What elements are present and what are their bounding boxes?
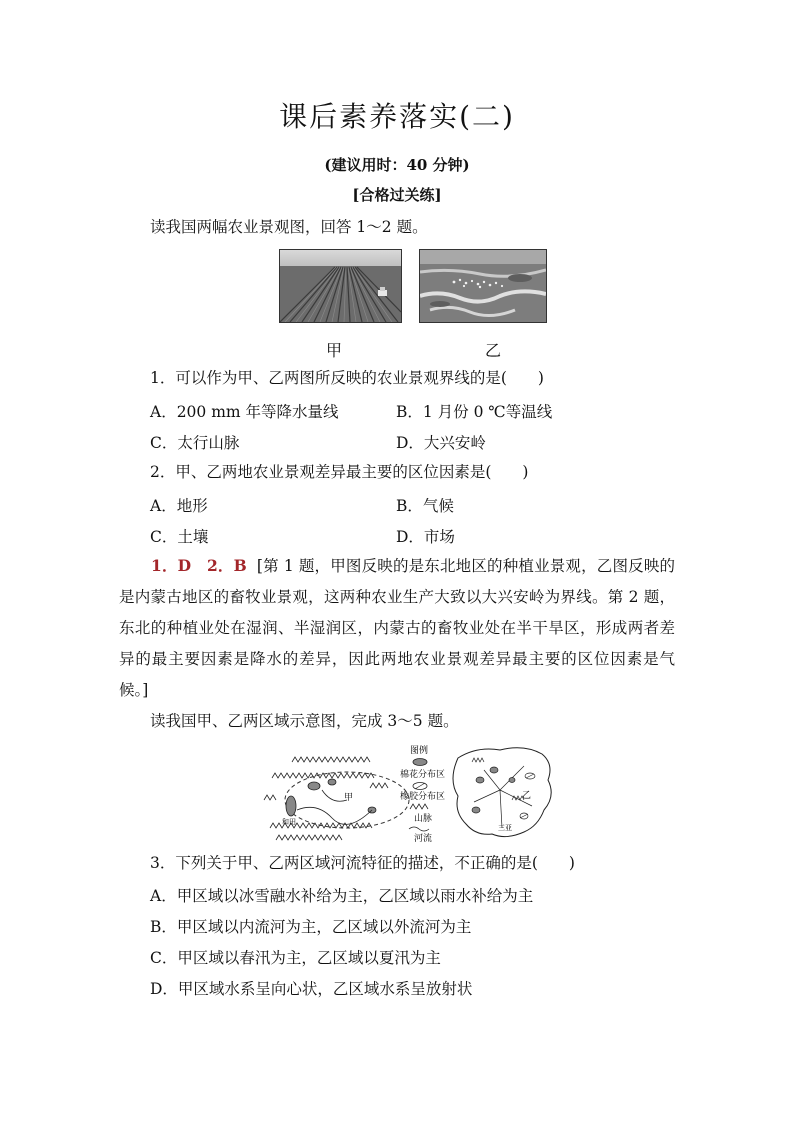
map-label-hetian: 和田	[282, 818, 296, 826]
map-label-yi: 乙	[522, 791, 532, 801]
q2-option-b: B．气候	[396, 497, 454, 515]
q2-option-a: A．地形	[150, 497, 208, 515]
legend-mountain: 山脉	[414, 814, 433, 824]
answer-key: 1．D 2．B	[151, 556, 247, 575]
caption-jia: 甲	[326, 341, 343, 360]
q2-option-c: C．土壤	[150, 528, 209, 546]
map-legend	[400, 744, 445, 844]
farmland-photo	[279, 249, 402, 323]
intro-q1-2: 读我国两幅农业景观图，回答 1～2 题。	[150, 218, 428, 236]
region-map	[262, 740, 562, 844]
legend-rubber: 橡胶分布区	[400, 792, 446, 802]
q1-option-c: C．太行山脉	[150, 434, 240, 452]
question-3: 3．下列关于甲、乙两区域河流特征的描述，不正确的是( )	[150, 854, 575, 872]
explanation-text: [第 1 题，甲图反映的是东北地区的种植业景观，乙图反映的是内蒙古地区的畜牧业景观，这两种农业生产大致以大兴安岭为界线。第 2 题，东北的种植业处在湿润、半湿润区，内蒙古的畜牧业处在半干旱区，形成两者差异的最主要因素是降水的差异，因此两地农业景观差异最主要的区位因素是气候。]	[119, 557, 675, 699]
map-label-jia: 甲	[344, 793, 354, 803]
mountain-ring-jia	[264, 757, 388, 840]
answer-explanation-1-2	[119, 550, 675, 706]
legend-title: 图例	[410, 746, 429, 756]
q1-option-b: B．1 月份 0 ℃等温线	[396, 403, 553, 421]
q1-option-d: D．大兴安岭	[396, 434, 486, 452]
region-map-figure	[262, 740, 562, 844]
question-1: 1．可以作为甲、乙两图所反映的农业景观界线的是( )	[150, 369, 544, 387]
suggested-time: (建议用时：40 分钟)	[324, 156, 470, 174]
legend-river: 河流	[414, 834, 433, 844]
grassland-image	[420, 250, 546, 322]
map-label-sanya: 三亚	[498, 824, 512, 832]
q2-option-d: D．市场	[396, 528, 455, 546]
grassland-photo	[419, 249, 547, 323]
section-heading: [合格过关练]	[352, 186, 442, 204]
q1-option-a: A．200 mm 年等降水量线	[150, 403, 339, 421]
legend-cotton: 棉花分布区	[400, 770, 446, 780]
legend-mountain-swatch	[410, 804, 428, 809]
question-2: 2．甲、乙两地农业景观差异最主要的区位因素是( )	[150, 463, 529, 481]
q3-option-c: C．甲区域以春汛为主，乙区域以夏汛为主	[150, 949, 441, 967]
legend-river-swatch	[409, 827, 429, 831]
q3-option-b: B．甲区域以内流河为主，乙区域以外流河为主	[150, 918, 472, 936]
q3-option-d: D．甲区域水系呈向心状，乙区域水系呈放射状	[150, 980, 473, 998]
q3-option-a: A．甲区域以冰雪融水补给为主，乙区域以雨水补给为主	[150, 887, 534, 905]
legend-cotton-swatch	[413, 759, 427, 766]
cotton-area-west	[286, 796, 296, 816]
intro-q3-5: 读我国甲、乙两区域示意图，完成 3～5 题。	[150, 712, 459, 730]
caption-yi: 乙	[485, 341, 502, 360]
page-title: 课后素养落实(二)	[279, 100, 515, 133]
farmland-image	[280, 250, 401, 322]
